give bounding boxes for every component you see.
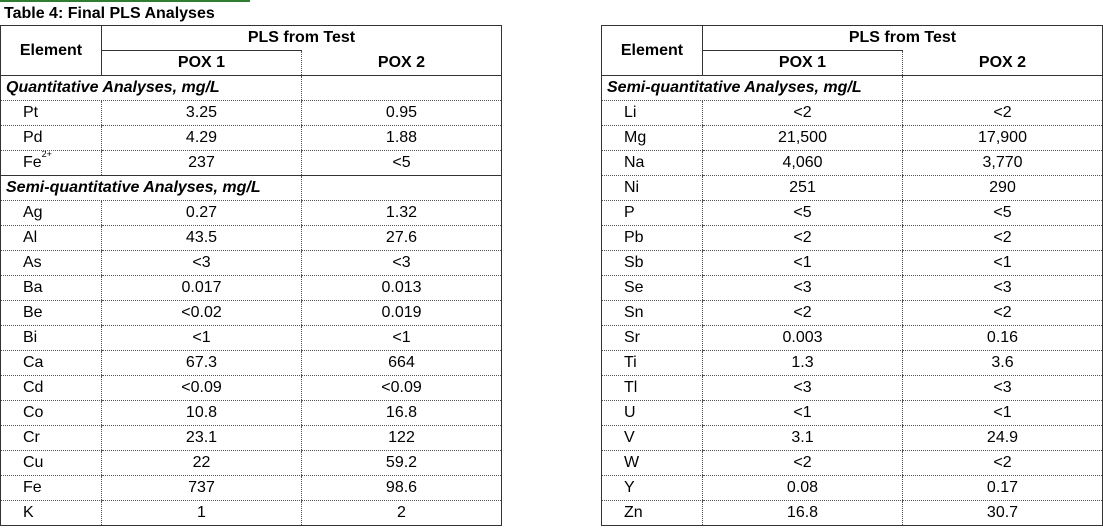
table-row <box>1 226 502 251</box>
element-cell: Sn <box>602 301 703 326</box>
table-row <box>1 251 502 276</box>
element-cell: As <box>1 251 102 276</box>
pox2-value: 1.32 <box>302 201 502 226</box>
table-row <box>602 251 1103 276</box>
pox2-value: 27.6 <box>302 226 502 251</box>
table-title: Table 4: Final PLS Analyses <box>4 5 215 22</box>
table-row <box>602 476 1103 501</box>
pox2-value: <3 <box>903 376 1103 401</box>
pox2-value: <2 <box>903 226 1103 251</box>
right-analysis-table <box>601 25 1103 526</box>
pox1-value: 0.003 <box>703 326 903 351</box>
table-row <box>602 101 1103 126</box>
table-row <box>1 201 502 226</box>
element-cell: Y <box>602 476 703 501</box>
table-row-fe2plus <box>1 151 502 176</box>
element-cell: P <box>602 201 703 226</box>
pox2-value: 2 <box>302 501 502 526</box>
pox2-value: 17,900 <box>903 126 1103 151</box>
pox2-value: <2 <box>903 101 1103 126</box>
pox2-value: 290 <box>903 176 1103 201</box>
header-row <box>602 26 1103 51</box>
pox2-value: 664 <box>302 351 502 376</box>
table-row <box>602 426 1103 451</box>
pox1-value: 0.017 <box>102 276 302 301</box>
pox2-value: <2 <box>903 301 1103 326</box>
element-cell: Ti <box>602 351 703 376</box>
table-row <box>602 451 1103 476</box>
table-row <box>1 301 502 326</box>
pox1-value: 3.25 <box>102 101 302 126</box>
table-row <box>602 351 1103 376</box>
element-cell: Cu <box>1 451 102 476</box>
pox1-value: <1 <box>703 251 903 276</box>
pox2-value: 0.16 <box>903 326 1103 351</box>
pox2-value: 1.88 <box>302 126 502 151</box>
pox1-value: <5 <box>703 201 903 226</box>
pox2-header: POX 2 <box>903 51 1103 76</box>
pox2-value: 3,770 <box>903 151 1103 176</box>
pox1-value: 0.08 <box>703 476 903 501</box>
pox2-value: 0.95 <box>302 101 502 126</box>
table-row <box>602 201 1103 226</box>
pox1-value: <0.02 <box>102 301 302 326</box>
pox1-value: 4,060 <box>703 151 903 176</box>
element-cell: Ca <box>1 351 102 376</box>
header-row <box>1 26 502 51</box>
pox1-value: 3.1 <box>703 426 903 451</box>
table-row <box>1 451 502 476</box>
table-row <box>1 401 502 426</box>
element-cell: Al <box>1 226 102 251</box>
table-row <box>1 101 502 126</box>
table-row <box>1 326 502 351</box>
element-cell: Li <box>602 101 703 126</box>
pox1-header: POX 1 <box>703 51 903 76</box>
pox1-value: 1.3 <box>703 351 903 376</box>
pls-from-test-header: PLS from Test <box>102 26 502 51</box>
quantitative-section-label: Quantitative Analyses, mg/L <box>1 76 302 101</box>
table-row <box>1 476 502 501</box>
pox1-value: 237 <box>102 151 302 176</box>
pox2-value: 98.6 <box>302 476 502 501</box>
pox1-value: 22 <box>102 451 302 476</box>
element-cell: Se <box>602 276 703 301</box>
table-row <box>602 326 1103 351</box>
pox1-header: POX 1 <box>102 51 302 76</box>
pox1-value: <2 <box>703 451 903 476</box>
element-cell: Sr <box>602 326 703 351</box>
pox1-value: <2 <box>703 301 903 326</box>
pox1-value: 43.5 <box>102 226 302 251</box>
pox1-value: 4.29 <box>102 126 302 151</box>
element-header: Element <box>1 26 102 76</box>
semi-quantitative-section-label: Semi-quantitative Analyses, mg/L <box>602 76 903 101</box>
pox1-value: 23.1 <box>102 426 302 451</box>
oxidation-state-superscript: 2+ <box>41 150 52 159</box>
element-cell: K <box>23 504 34 521</box>
pox2-value: <1 <box>302 326 502 351</box>
element-cell: Pt <box>1 101 102 126</box>
element-cell: V <box>602 426 703 451</box>
semi-quantitative-section-label: Semi-quantitative Analyses, mg/L <box>1 176 302 201</box>
element-cell: Sb <box>602 251 703 276</box>
table-row <box>602 376 1103 401</box>
pox2-value: 16.8 <box>302 401 502 426</box>
pox1-value: 16.8 <box>703 501 903 526</box>
top-accent-line <box>0 0 250 2</box>
table-row <box>602 176 1103 201</box>
pox1-value: 737 <box>102 476 302 501</box>
pox1-value: 10.8 <box>102 401 302 426</box>
table-row <box>602 276 1103 301</box>
pox2-value: <3 <box>302 251 502 276</box>
pox1-value: 0.27 <box>102 201 302 226</box>
table-row <box>1 426 502 451</box>
table-row <box>602 501 1103 526</box>
pox2-value: 3.6 <box>903 351 1103 376</box>
pox2-value: <0.09 <box>302 376 502 401</box>
pox2-value: 0.17 <box>903 476 1103 501</box>
element-header: Element <box>602 26 703 76</box>
element-cell: Co <box>1 401 102 426</box>
pox1-value: <2 <box>703 226 903 251</box>
element-cell: Zn <box>624 504 643 521</box>
table-row <box>602 226 1103 251</box>
section-row <box>1 76 502 101</box>
pox1-value: 251 <box>703 176 903 201</box>
table-row <box>1 276 502 301</box>
element-cell: Tl <box>602 376 703 401</box>
pox2-value: <5 <box>903 201 1103 226</box>
pox1-value: 67.3 <box>102 351 302 376</box>
element-cell: Bi <box>1 326 102 351</box>
pls-from-test-header: PLS from Test <box>703 26 1103 51</box>
table-row <box>1 351 502 376</box>
pox2-value: <1 <box>903 401 1103 426</box>
table-row <box>1 126 502 151</box>
left-analysis-table <box>0 25 502 526</box>
element-cell: U <box>602 401 703 426</box>
table-row <box>1 376 502 401</box>
pox1-value: <3 <box>102 251 302 276</box>
element-cell: Ni <box>602 176 703 201</box>
pox2-header: POX 2 <box>302 51 502 76</box>
element-cell: Mg <box>602 126 703 151</box>
element-cell <box>1 151 102 176</box>
element-cell: Ba <box>1 276 102 301</box>
pox1-value: <3 <box>703 376 903 401</box>
element-base: Fe <box>23 154 42 171</box>
table-row <box>1 501 502 526</box>
pox2-value: <3 <box>903 276 1103 301</box>
pox1-value: 1 <box>102 501 302 526</box>
pox2-value: <5 <box>302 151 502 176</box>
section-row <box>602 76 1103 101</box>
table-row <box>602 151 1103 176</box>
section-row <box>1 176 502 201</box>
pox1-value: <3 <box>703 276 903 301</box>
element-cell: W <box>602 451 703 476</box>
pox1-value: 21,500 <box>703 126 903 151</box>
table-row <box>602 126 1103 151</box>
pox2-value: 122 <box>302 426 502 451</box>
pox1-value: <0.09 <box>102 376 302 401</box>
table-row <box>602 401 1103 426</box>
element-cell: Pb <box>602 226 703 251</box>
pox2-value: 0.019 <box>302 301 502 326</box>
pox1-value: <1 <box>703 401 903 426</box>
pox2-value: 59.2 <box>302 451 502 476</box>
pox2-value: <1 <box>903 251 1103 276</box>
element-cell: Cr <box>1 426 102 451</box>
element-cell: Ag <box>1 201 102 226</box>
pox2-value: 30.7 <box>903 501 1103 526</box>
table-row <box>602 301 1103 326</box>
pox1-value: <1 <box>102 326 302 351</box>
element-cell: Cd <box>1 376 102 401</box>
pox2-value: 24.9 <box>903 426 1103 451</box>
pox2-value: 0.013 <box>302 276 502 301</box>
element-cell: Fe <box>1 476 102 501</box>
element-cell: Be <box>1 301 102 326</box>
element-cell: Na <box>602 151 703 176</box>
pox2-value: <2 <box>903 451 1103 476</box>
element-cell: Pd <box>1 126 102 151</box>
pox1-value: <2 <box>703 101 903 126</box>
